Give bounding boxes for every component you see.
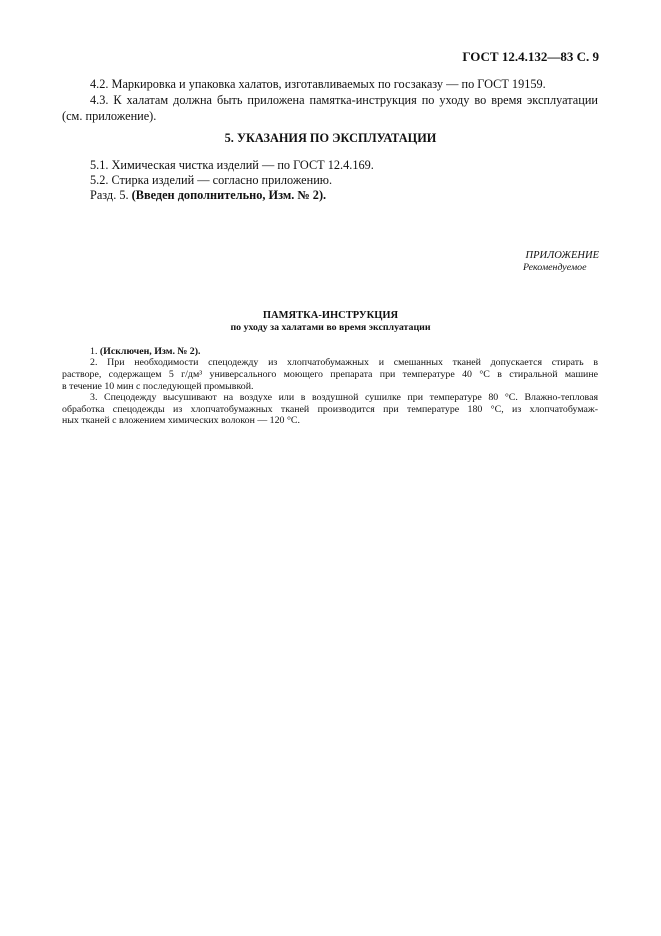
appendix-label: ПРИЛОЖЕНИЕ bbox=[525, 250, 599, 261]
paragraph-5-2: 5.2. Стирка изделий — согласно приложению. bbox=[90, 173, 333, 187]
paragraph-5-1: 5.1. Химическая чистка изделий — по ГОСТ 12.4.169. bbox=[90, 158, 374, 172]
paragraph-4-3-line1: 4.3. К халатам должна быть приложена памятка-инструкция по уходу во время эксплуатации bbox=[90, 93, 598, 107]
section-5-heading: 5. УКАЗАНИЯ ПО ЭКСПЛУАТАЦИИ bbox=[224, 131, 437, 145]
appendix-subtitle: по уходу за халатами во время эксплуатации bbox=[230, 322, 431, 333]
note-amendment: (Введен дополнительно, Изм. № 2). bbox=[131, 188, 327, 202]
appendix-item-2-line2: растворе, содержащем 5 г/дм³ универсального моющего препарата при температуре 40 °С в стиральной машине bbox=[62, 369, 598, 380]
item-excluded-note: (Исключен, Изм. № 2). bbox=[99, 346, 201, 357]
appendix-item-3-line3: ных тканей с вложением химических волокон — 120 °С. bbox=[62, 415, 300, 426]
appendix-item-2-line1: 2. При необходимости спецодежду из хлопчатобумажных и смешанных тканей допускается стирать в bbox=[90, 357, 598, 368]
paragraph-4-2: 4.2. Маркировка и упаковка халатов, изготавливаемых по госзаказу — по ГОСТ 19159. bbox=[90, 77, 546, 91]
appendix-title: ПАМЯТКА-ИНСТРУКЦИЯ bbox=[262, 310, 399, 321]
appendix-status: Рекомендуемое bbox=[523, 262, 587, 273]
appendix-item-3-line1: 3. Спецодежду высушивают на воздухе или в воздушной сушилке при температуре 80 °С. Влажно-тепловая bbox=[90, 392, 598, 403]
appendix-item-2-line3: в течение 10 мин с последующей промывкой. bbox=[62, 381, 254, 392]
note-prefix: Разд. 5. bbox=[90, 188, 129, 202]
section-5-note bbox=[90, 188, 326, 203]
appendix-item-1 bbox=[90, 346, 200, 357]
paragraph-4-3-line2: (см. приложение). bbox=[62, 109, 157, 123]
item-number: 1. bbox=[90, 346, 98, 357]
page-header: ГОСТ 12.4.132—83 С. 9 bbox=[462, 49, 599, 64]
appendix-item-3-line2: обработка спецодежды из хлопчатобумажных тканей производится при температуре 180 °С, из хлопчатобумаж- bbox=[62, 404, 598, 415]
